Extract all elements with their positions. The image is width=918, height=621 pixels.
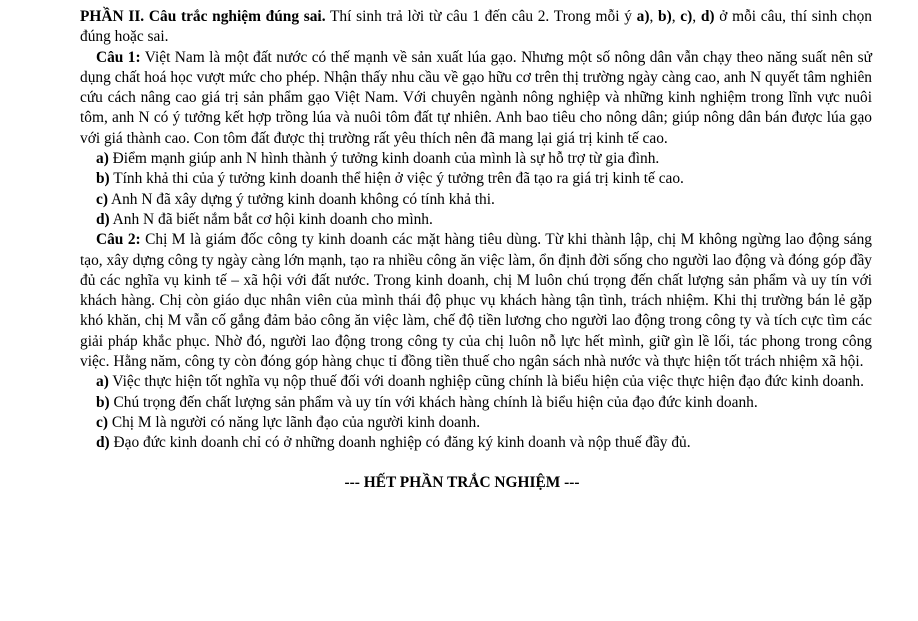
question-2-option-b — [80, 393, 872, 413]
question-2-stem — [80, 230, 872, 372]
option-text: Anh N đã biết nắm bắt cơ hội kinh doanh cho mình. — [109, 210, 433, 228]
option-text: Việc thực hiện tốt nghĩa vụ nộp thuế đối với doanh nghiệp cũng chính là biểu hiện của việc thực hiện đạo đức kinh doanh. — [108, 373, 864, 391]
question-2-label: Câu 2: — [96, 231, 141, 249]
question-2-option-d — [80, 433, 872, 453]
exam-page — [80, 7, 872, 493]
option-text: Đạo đức kinh doanh chỉ có ở những doanh nghiệp có đăng ký kinh doanh và nộp thuế đầy đủ. — [109, 434, 691, 452]
option-key: a) — [96, 373, 109, 391]
option-key-d: d) — [700, 8, 715, 25]
option-key: d) — [96, 434, 110, 452]
option-key: b) — [96, 393, 110, 411]
question-1-option-b — [80, 169, 872, 189]
option-key-c: c) — [680, 8, 693, 25]
option-key: c) — [96, 190, 108, 208]
instruction-text: Thí sinh trả lời từ câu 1 đến câu 2. Trong mỗi ý — [325, 8, 637, 25]
option-key: c) — [96, 413, 108, 431]
question-1-option-c — [80, 190, 872, 210]
question-2-text: Chị M là giám đốc công ty kinh doanh các mặt hàng tiêu dùng. Từ khi thành lập, chị M không ngừng lao động sáng tạo, xây dựng công ty ngày càng lớn mạnh, tạo ra nhiều công ăn việc làm, ổn định đời sống cho người lao động và đóng góp đầy đủ các nghĩa vụ kinh tế – xã hội với đất nước. Trong kinh doanh, chị M luôn chú trọng đến chất lượng sản phẩm và uy tín với khách hàng. Chị còn giáo dục nhân viên của mình thái độ phục vụ khách hàng tận tình, trách nhiệm. Khi thị trường bán lẻ gặp khó khăn, chị M vẫn cố gắng đảm bảo công ăn việc làm, chế độ tiền lương cho người lao động trong công ty và tích cực tìm các giải pháp khắc phục. Nhờ đó, người lao động trong công ty của chị luôn nỗ lực hết mình, giữ gìn lề lối, tác phong trong công việc. Hằng năm, công ty còn đóng góp hàng chục tỉ đồng tiền thuế cho ngân sách nhà nước và thực hiện tốt trách nhiệm xã hội. — [80, 231, 872, 371]
option-text: Chú trọng đến chất lượng sản phẩm và uy tín với khách hàng chính là biểu hiện của đạo đức kinh doanh. — [109, 393, 758, 411]
separator: , — [671, 8, 681, 25]
option-key: d) — [96, 210, 110, 228]
question-1-stem — [80, 48, 872, 149]
separator: , — [649, 8, 659, 25]
question-1-text: Việt Nam là một đất nước có thế mạnh về sản xuất lúa gạo. Nhưng một số nông dân vẫn chạy theo năng suất nên sử dụng chất hoá học vượt mức cho phép. Nhận thấy nhu cầu về gạo hữu cơ trên thị trường ngày càng cao, anh N quyết tâm nghiên cứu cách nâng cao giá trị sản phẩm gạo Việt Nam. Với chuyên ngành nông nghiệp và những kinh nghiệm trong lĩnh vực nuôi tôm, anh N có ý tưởng kết hợp trồng lúa và nuôi tôm đất tự nhiên. Anh bao tiêu cho nông dân; giúp nông dân bán được lúa gạo với giá thành cao. Con tôm đất được thị trường rất yêu thích nên đã mang lại giá trị kinh tế cao. — [80, 48, 872, 147]
option-key-a: a) — [636, 8, 650, 25]
option-key: a) — [96, 150, 109, 168]
question-1-option-a — [80, 149, 872, 169]
question-2-option-a — [80, 372, 872, 392]
option-text: Anh N đã xây dựng ý tưởng kinh doanh không có tính khả thi. — [107, 190, 495, 208]
option-key: b) — [96, 170, 110, 188]
option-key-b: b) — [658, 8, 672, 25]
question-1-option-d — [80, 210, 872, 230]
instruction-text: ở mỗi câu, thí sinh chọn đúng hoặc sai. — [80, 8, 872, 46]
part-heading: PHẦN II. Câu trắc nghiệm đúng sai. — [80, 8, 326, 25]
question-2-option-c — [80, 413, 872, 433]
option-text: Điểm mạnh giúp anh N hình thành ý tưởng kinh doanh của mình là sự hỗ trợ từ gia đình. — [108, 150, 660, 168]
option-text: Chị M là người có năng lực lãnh đạo của người kinh doanh. — [107, 413, 481, 431]
question-1-label: Câu 1: — [96, 48, 141, 66]
part-instruction — [80, 7, 872, 48]
option-text: Tính khả thi của ý tưởng kinh doanh thể hiện ở việc ý tưởng trên đã tạo ra giá trị kinh tế cao. — [109, 170, 684, 188]
separator: , — [692, 8, 701, 25]
section-end-footer: --- HẾT PHẦN TRẮC NGHIỆM --- — [344, 473, 580, 491]
